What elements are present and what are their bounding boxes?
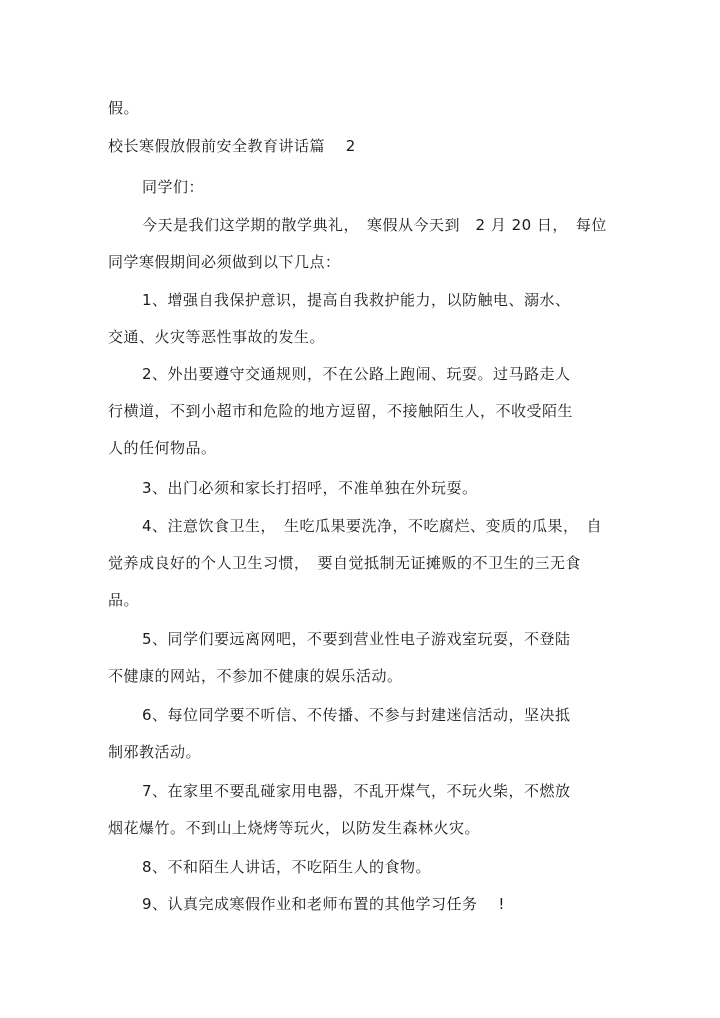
paragraph-intro-line-1: 今天是我们这学期的散学典礼， 寒假从今天到 2 月 20 日， 每位 <box>142 216 607 234</box>
item-2-line-2: 行横道，不到小超市和危险的地方逗留，不接触陌生人，不收受陌生 <box>108 402 574 420</box>
item-5-line-2: 不健康的网站，不参加不健康的娱乐活动。 <box>108 667 403 685</box>
item-7-line-2: 烟花爆竹。不到山上烧烤等玩火，以防发生森林火灾。 <box>108 819 481 837</box>
item-3-line-1: 3、出门必须和家长打招呼，不准单独在外玩耍。 <box>142 479 478 497</box>
item-2-line-1: 2、外出要遵守交通规则，不在公路上跑闹、玩耍。过马路走人 <box>142 365 571 383</box>
item-8-line-1: 8、不和陌生人讲话，不吃陌生人的食物。 <box>142 858 432 876</box>
item-6-line-2: 制邪教活动。 <box>108 743 202 761</box>
item-1-line-2: 交通、火灾等恶性事故的发生。 <box>108 328 326 346</box>
salutation: 同学们： <box>142 178 205 196</box>
text-line-tail: 假。 <box>108 99 140 117</box>
item-4-line-3: 品。 <box>108 591 140 609</box>
item-9-line-1: 9、认真完成寒假作业和老师布置的其他学习任务 ! <box>142 895 505 913</box>
paragraph-intro-line-2: 同学寒假期间必须做到以下几点： <box>108 253 341 271</box>
section-title: 校长寒假放假前安全教育讲话篇 2 <box>108 137 356 155</box>
item-4-line-1: 4、注意饮食卫生， 生吃瓜果要洗净，不吃腐烂、变质的瓜果， 自 <box>142 517 603 535</box>
item-4-line-2: 觉养成良好的个人卫生习惯， 要自觉抵制无证摊贩的不卫生的三无食 <box>108 554 582 572</box>
item-6-line-1: 6、每位同学要不听信、不传播、不参与封建迷信活动，坚决抵 <box>142 706 571 724</box>
item-5-line-1: 5、同学们要远离网吧，不要到营业性电子游戏室玩耍，不登陆 <box>142 630 571 648</box>
item-2-line-3: 人的任何物品。 <box>108 439 217 457</box>
item-7-line-1: 7、在家里不要乱碰家用电器，不乱开煤气，不玩火柴，不燃放 <box>142 782 571 800</box>
item-1-line-1: 1、增强自我保护意识，提高自我救护能力，以防触电、溺水、 <box>142 291 571 309</box>
